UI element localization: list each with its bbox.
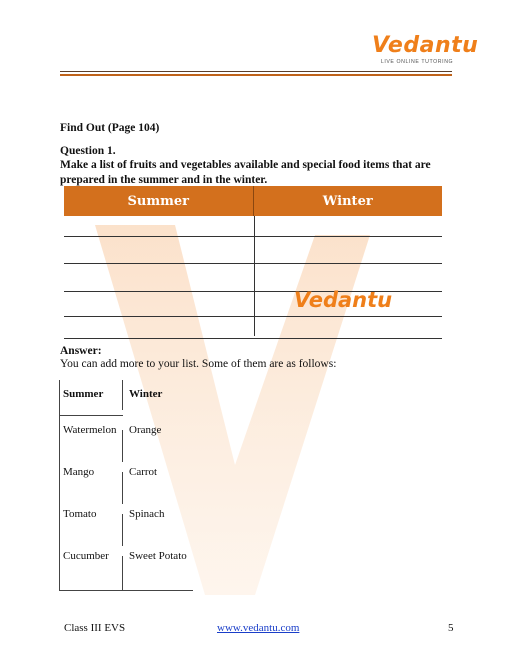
header-summer: Summer	[64, 186, 254, 216]
column-divider	[254, 216, 255, 336]
table-row	[60, 498, 201, 540]
answer-table-bottom	[59, 590, 193, 591]
table-vedantu-logo: Vedantu	[294, 288, 393, 312]
page-number: 5	[448, 622, 454, 634]
answer-header-summer: Summer	[63, 388, 104, 400]
winter-item: Orange	[129, 424, 162, 436]
summer-item: Tomato	[63, 508, 97, 520]
question-text: Make a list of fruits and vegetables available and special food items that are prepared in the summer and in the winter.	[60, 159, 431, 186]
question-table	[64, 186, 442, 336]
vedantu-logo	[372, 33, 479, 65]
winter-item: Sweet Potato	[129, 550, 187, 562]
logo-wordmark: Vedantu	[372, 33, 479, 58]
answer-table	[60, 380, 201, 582]
summer-item: Watermelon	[63, 424, 117, 436]
answer-label: Answer:	[60, 345, 102, 357]
table-row	[60, 540, 201, 582]
answer-table-header	[60, 380, 201, 414]
row-line	[64, 236, 442, 237]
header-winter: Winter	[322, 193, 373, 209]
summer-item: Mango	[63, 466, 95, 478]
footer-website-link[interactable]: www.vedantu.com	[217, 622, 300, 634]
answer-header-winter: Winter	[129, 388, 163, 400]
section-title: Find Out (Page 104)	[60, 122, 160, 134]
question-table-body	[64, 216, 442, 336]
summer-item: Cucumber	[63, 550, 109, 562]
header-rule-accent	[60, 74, 452, 76]
row-line	[64, 338, 442, 339]
row-line	[64, 316, 442, 317]
winter-item: Spinach	[129, 508, 165, 520]
question-label: Question 1.	[60, 145, 116, 157]
table-row	[60, 414, 201, 456]
header-rule	[60, 71, 452, 72]
logo-tagline: LIVE ONLINE TUTORING	[380, 59, 454, 65]
answer-intro: You can add more to your list. Some of them are as follows:	[60, 358, 337, 370]
table-row	[60, 456, 201, 498]
footer-class: Class III EVS	[64, 622, 126, 634]
winter-item: Carrot	[129, 466, 158, 478]
question-table-header	[64, 186, 442, 216]
row-line	[64, 263, 442, 264]
